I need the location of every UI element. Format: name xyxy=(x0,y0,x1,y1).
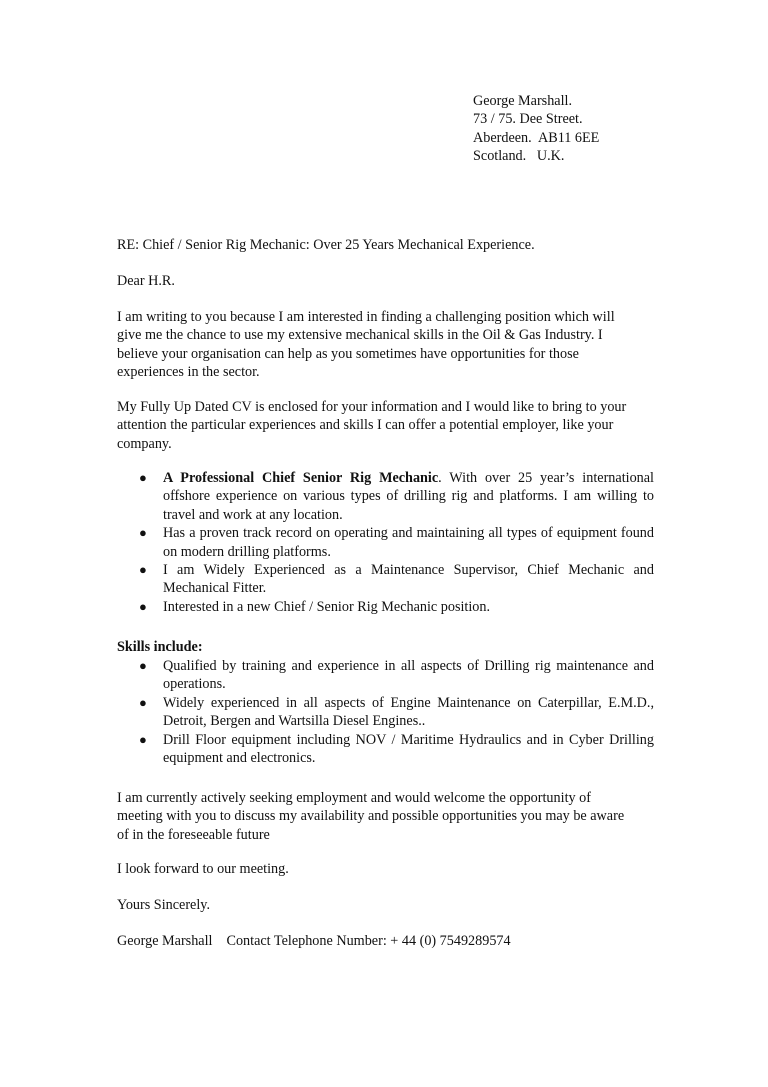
bullet-icon: ● xyxy=(139,525,147,541)
list-item xyxy=(117,731,654,768)
address-line-country: Scotland. U.K. xyxy=(473,148,565,165)
bullet-icon: ● xyxy=(139,598,147,614)
signature-name: George Marshall xyxy=(117,933,213,949)
highlight-text: Has a proven track record on operating and maintaining all types of equipment found on modern drilling platforms. xyxy=(163,525,654,560)
list-item xyxy=(117,524,654,561)
list-item xyxy=(117,657,654,694)
closing-line: I look forward to our meeting. xyxy=(117,861,289,877)
signature-contact: Contact Telephone Number: + 44 (0) 7549289574 xyxy=(226,933,511,949)
skill-text: Widely experienced in all aspects of Engine Maintenance on Caterpillar, E.M.D., Detroit, Bergen and Wartsilla Diesel Engines.. xyxy=(163,694,654,730)
highlights-list xyxy=(117,469,654,616)
bullet-icon: ● xyxy=(139,658,147,673)
skills-list xyxy=(117,657,654,767)
paragraph-cv: My Fully Up Dated CV is enclosed for your information and I would like to bring to your attention the particular experiences and skills I can offer a potential employer, like your company. xyxy=(117,399,627,452)
signoff: Yours Sincerely. xyxy=(117,897,211,913)
salutation: Dear H.R. xyxy=(117,273,175,289)
address-line-street: 73 / 75. Dee Street. xyxy=(473,111,583,128)
signature-line xyxy=(117,932,677,950)
highlight-text: I am Widely Experienced as a Maintenance Supervisor, Chief Mechanic and Mechanical Fitter. xyxy=(163,562,654,597)
paragraph-intro: I am writing to you because I am interested in finding a challenging position which will give me the chance to use my extensive mechanical skills in the Oil & Gas Industry. I believe your organisation can help as you sometimes have opportunities for those experiences in the sector. xyxy=(117,309,615,381)
address-line-city: Aberdeen. AB11 6EE xyxy=(473,129,600,146)
highlight-text: . With over 25 year’s international offshore experience on various types of drilling rig and platforms. I am willing to travel and work at any location. xyxy=(163,470,655,523)
list-item xyxy=(117,694,654,731)
address-line-name: George Marshall. xyxy=(473,93,573,109)
sender-address xyxy=(473,92,599,166)
skill-text: Qualified by training and experience in all aspects of Drilling rig maintenance and operations. xyxy=(163,658,654,693)
bullet-icon: ● xyxy=(139,470,147,485)
skill-text: Drill Floor equipment including NOV / Maritime Hydraulics and in Cyber Drilling equipment and electronics. xyxy=(163,731,654,767)
bullet-icon: ● xyxy=(139,731,147,747)
highlight-title: A Professional Chief Senior Rig Mechanic xyxy=(163,470,439,486)
bullet-icon: ● xyxy=(139,694,147,710)
skills-heading: Skills include: xyxy=(117,639,203,655)
list-item xyxy=(117,598,654,616)
paragraph-seeking: I am currently actively seeking employment and would welcome the opportunity of meeting with you to discuss my availability and possible opportunities you may be aware of in the foreseeable future xyxy=(117,790,625,843)
subject-line: RE: Chief / Senior Rig Mechanic: Over 25 Years Mechanical Experience. xyxy=(117,237,535,253)
list-item xyxy=(117,561,654,598)
highlight-text: Interested in a new Chief / Senior Rig Mechanic position. xyxy=(163,598,491,615)
bullet-icon: ● xyxy=(139,562,147,578)
list-item xyxy=(117,469,654,524)
